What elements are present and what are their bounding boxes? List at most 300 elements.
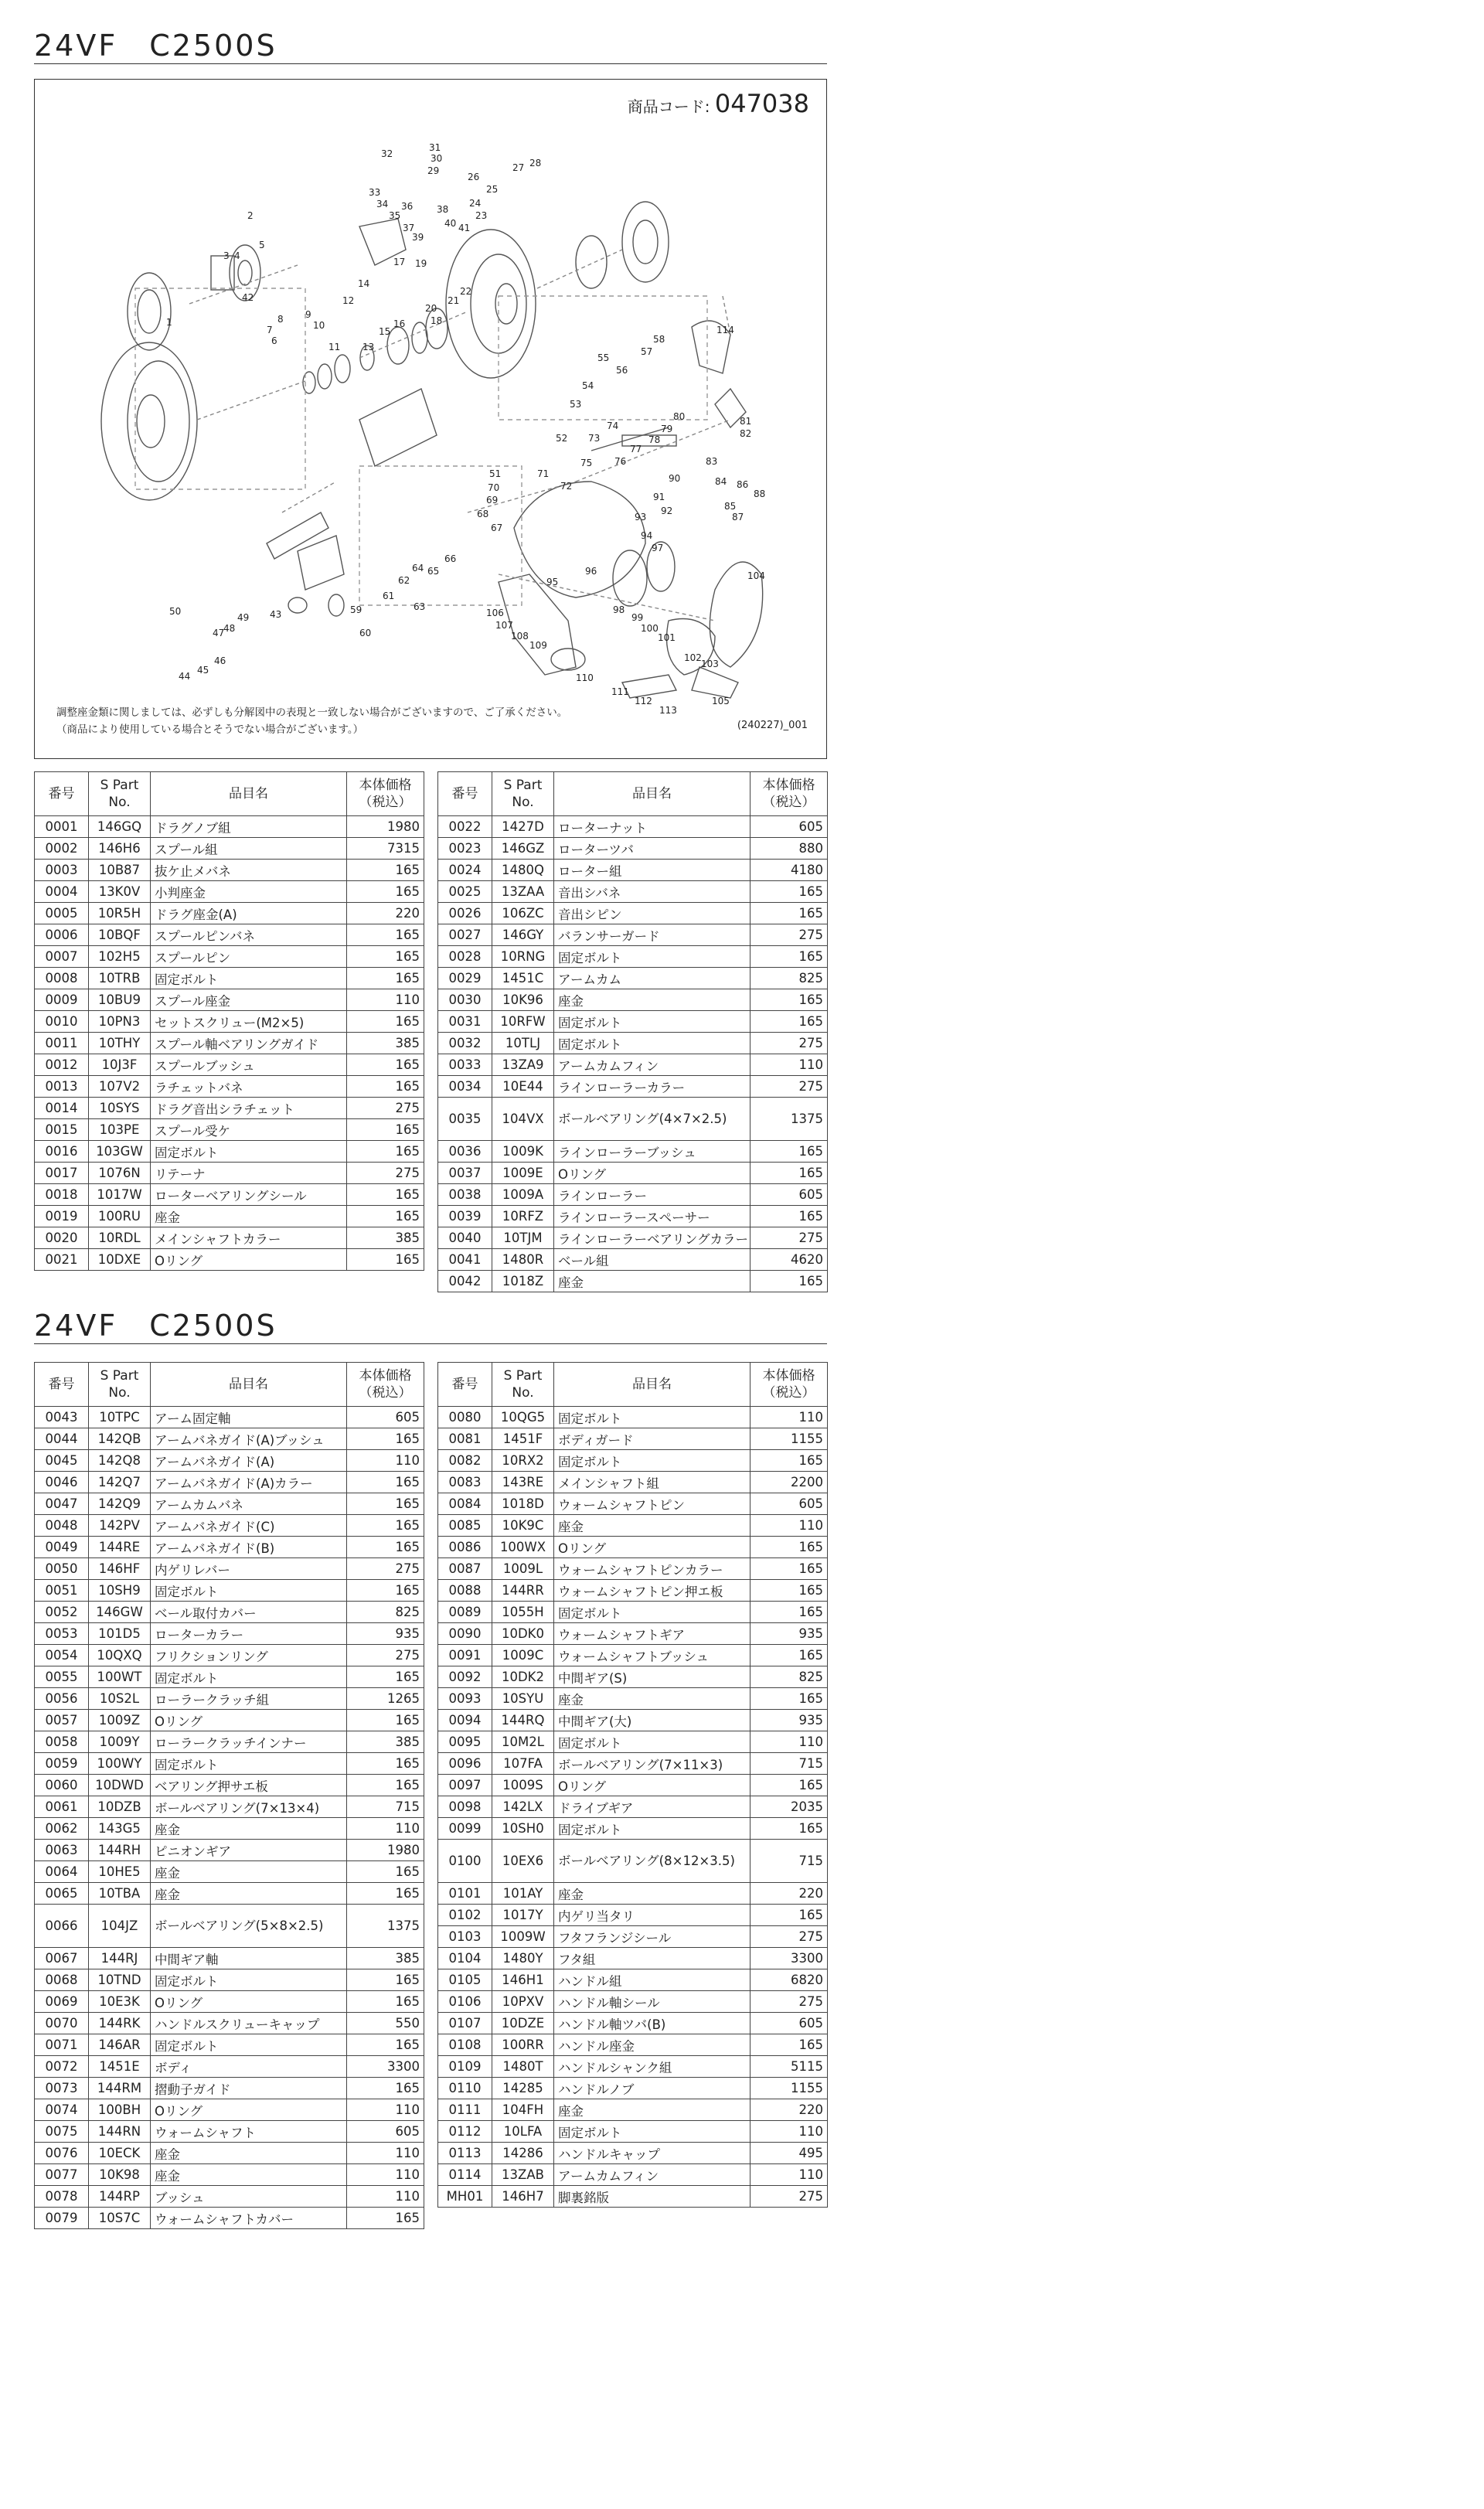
table-row [35,1076,424,1098]
callout-label-50: 50 [169,606,182,617]
callout-label-63: 63 [414,601,426,612]
table-row [438,1011,828,1033]
table-row [438,881,828,903]
s-part-no-cell: 103GW [89,1141,151,1163]
callout-label-73: 73 [588,433,601,444]
table-row [438,1905,828,1926]
part-number-cell: 0044 [35,1428,89,1450]
callout-label-110: 110 [576,672,594,683]
price-cell: 110 [347,1818,424,1840]
table-row [438,1450,828,1472]
callout-label-106: 106 [486,608,504,618]
title-rule-2 [34,1343,827,1344]
item-name-cell: スプール組 [151,838,347,860]
callout-label-54: 54 [582,380,594,391]
part-number-cell: 0079 [35,2208,89,2229]
part-number-cell: 0062 [35,1818,89,1840]
item-name-cell: ラインローラースペーサー [554,1206,751,1227]
product-code-label: 商品コード: [627,97,710,116]
item-name-cell: バランサーガード [554,924,751,946]
table-row [35,1141,424,1163]
table-row [35,1119,424,1141]
price-cell: 825 [751,1666,828,1688]
item-name-cell: 脚裏銘版 [554,2186,751,2208]
table-row [438,1731,828,1753]
part-number-cell: 0021 [35,1249,89,1271]
part-number-cell: 0064 [35,1861,89,1883]
callout-label-35: 35 [389,210,401,221]
item-name-cell: 固定ボルト [554,946,751,968]
callout-label-12: 12 [342,295,355,306]
item-name-cell: Oリング [554,1537,751,1558]
callout-label-34: 34 [376,199,389,209]
part-number-cell: 0040 [438,1227,492,1249]
part-number-cell: 0013 [35,1076,89,1098]
item-name-cell: 小判座金 [151,881,347,903]
price-cell: 165 [347,1206,424,1227]
item-name-cell: 音出シピン [554,903,751,924]
price-cell: 165 [751,1688,828,1710]
item-name-cell: ボールベアリング(8×12×3.5) [554,1840,751,1883]
price-cell: 110 [347,2099,424,2121]
item-name-cell: ローラークラッチインナー [151,1731,347,1753]
item-name-cell: ラインローラーベアリングカラー [554,1227,751,1249]
part-number-cell: 0052 [35,1602,89,1623]
parts-table-2-left [34,1362,424,2229]
callout-label-5: 5 [259,240,265,250]
item-name-cell: ローターナット [554,816,751,838]
callout-label-113: 113 [659,705,677,716]
table-row [438,2056,828,2078]
price-cell: 165 [347,1991,424,2013]
part-number-cell: 0053 [35,1623,89,1645]
s-part-no-cell: 1018Z [492,1271,554,1292]
callout-label-19: 19 [415,258,427,269]
item-name-cell: ウォームシャフトピン押エ板 [554,1580,751,1602]
item-name-cell: ドラグノブ組 [151,816,347,838]
s-part-no-cell: 10SH0 [492,1818,554,1840]
item-name-cell: アームカム [554,968,751,989]
part-number-cell: 0063 [35,1840,89,1861]
part-number-cell: 0014 [35,1098,89,1119]
table-header-row [35,772,424,816]
callout-label-75: 75 [580,458,593,468]
callout-label-8: 8 [277,314,284,325]
s-part-no-cell: 13ZAA [492,881,554,903]
product-code-value: 047038 [714,89,809,118]
table-row [35,903,424,924]
price-cell: 2200 [751,1472,828,1493]
price-cell: 165 [347,1580,424,1602]
table-row [438,1098,828,1141]
table-row [438,1407,828,1428]
callout-label-65: 65 [427,566,440,577]
s-part-no-cell: 1017Y [492,1905,554,1926]
item-name-cell: ローターツバ [554,838,751,860]
part-number-cell: 0004 [35,881,89,903]
item-name-cell: ラインローラーカラー [554,1076,751,1098]
part-number-cell: 0008 [35,968,89,989]
header-no: 番号 [438,1363,492,1407]
header-s-part-no: S Part No. [89,1363,151,1407]
part-number-cell: 0096 [438,1753,492,1775]
callout-label-100: 100 [641,623,659,634]
item-name-cell: ピニオンギア [151,1840,347,1861]
s-part-no-cell: 1480R [492,1249,554,1271]
s-part-no-cell: 100WY [89,1753,151,1775]
callout-label-36: 36 [401,201,414,212]
callout-label-1: 1 [166,317,172,328]
s-part-no-cell: 107FA [492,1753,554,1775]
price-cell: 5115 [751,2056,828,2078]
callout-label-51: 51 [489,468,502,479]
price-cell: 1375 [347,1905,424,1948]
item-name-cell: 固定ボルト [554,1033,751,1054]
item-name-cell: ウォームシャフトギア [554,1623,751,1645]
item-name-cell: ローラークラッチ組 [151,1688,347,1710]
part-number-cell: 0034 [438,1076,492,1098]
callout-label-13: 13 [362,342,375,352]
s-part-no-cell: 10BQF [89,924,151,946]
s-part-no-cell: 10RNG [492,946,554,968]
table-row [35,1969,424,1991]
price-cell: 935 [347,1623,424,1645]
item-name-cell: ウォームシャフトブッシュ [554,1645,751,1666]
callout-label-58: 58 [653,334,665,345]
table-row [438,946,828,968]
part-number-cell: 0097 [438,1775,492,1796]
table-row [35,1688,424,1710]
table-row [438,2013,828,2034]
part-number-cell: 0046 [35,1472,89,1493]
price-cell: 165 [347,1753,424,1775]
price-cell: 165 [347,2034,424,2056]
part-number-cell: 0027 [438,924,492,946]
item-name-cell: ローターベアリングシール [151,1184,347,1206]
item-name-cell: 固定ボルト [151,2034,347,2056]
table-row [35,1098,424,1119]
price-cell: 165 [347,1119,424,1141]
table-row [438,1472,828,1493]
table-row [438,1753,828,1775]
header-price: 本体価格 （税込） [751,772,828,816]
s-part-no-cell: 10S7C [89,2208,151,2229]
callout-label-4: 4 [234,250,240,261]
header-no: 番号 [35,772,89,816]
part-number-cell: 0003 [35,860,89,881]
item-name-cell: ドライブギア [554,1796,751,1818]
header-item-name: 品目名 [151,1363,347,1407]
callout-label-76: 76 [614,456,627,467]
s-part-no-cell: 144RH [89,1840,151,1861]
s-part-no-cell: 10ECK [89,2143,151,2164]
item-name-cell: 抜ケ止メバネ [151,860,347,881]
part-number-cell: 0085 [438,1515,492,1537]
price-cell: 165 [347,968,424,989]
callout-label-16: 16 [393,318,406,329]
s-part-no-cell: 1055H [492,1602,554,1623]
part-number-cell: 0111 [438,2099,492,2121]
s-part-no-cell: 10K9C [492,1515,554,1537]
price-cell: 165 [347,1428,424,1450]
callout-label-78: 78 [648,434,661,445]
s-part-no-cell: 1009W [492,1926,554,1948]
table-row [438,1141,828,1163]
part-number-cell: 0059 [35,1753,89,1775]
callout-label-99: 99 [631,612,644,623]
item-name-cell: フリクションリング [151,1645,347,1666]
part-number-cell: 0050 [35,1558,89,1580]
price-cell: 165 [347,1666,424,1688]
price-cell: 275 [751,1076,828,1098]
table-row [35,1796,424,1818]
price-cell: 165 [347,1883,424,1905]
price-cell: 3300 [751,1948,828,1969]
callout-label-82: 82 [740,428,752,439]
callout-label-87: 87 [732,512,744,523]
s-part-no-cell: 10QXQ [89,1645,151,1666]
item-name-cell: 座金 [554,1515,751,1537]
parts-table-1-right [437,771,828,1292]
item-name-cell: ハンドル座金 [554,2034,751,2056]
part-number-cell: 0009 [35,989,89,1011]
s-part-no-cell: 100RR [492,2034,554,2056]
header-s-part-no: S Part No. [492,1363,554,1407]
part-number-cell: 0043 [35,1407,89,1428]
s-part-no-cell: 1009S [492,1775,554,1796]
table-row [35,2099,424,2121]
item-name-cell: 座金 [151,2143,347,2164]
price-cell: 880 [751,838,828,860]
item-name-cell: 固定ボルト [554,1011,751,1033]
s-part-no-cell: 146AR [89,2034,151,2056]
table-row [35,1580,424,1602]
item-name-cell: 摺動子ガイド [151,2078,347,2099]
s-part-no-cell: 10M2L [492,1731,554,1753]
s-part-no-cell: 14286 [492,2143,554,2164]
header-no: 番号 [35,1363,89,1407]
callout-label-77: 77 [630,444,642,454]
price-cell: 165 [347,1969,424,1991]
s-part-no-cell: 10K96 [492,989,554,1011]
price-cell: 165 [347,1537,424,1558]
s-part-no-cell: 10SH9 [89,1580,151,1602]
callout-label-104: 104 [747,570,765,581]
item-name-cell: 内ゲリレバー [151,1558,347,1580]
table-row [438,2078,828,2099]
s-part-no-cell: 10EX6 [492,1840,554,1883]
table-row [35,2013,424,2034]
s-part-no-cell: 13ZA9 [492,1054,554,1076]
part-number-cell: 0045 [35,1450,89,1472]
s-part-no-cell: 10TLJ [492,1033,554,1054]
item-name-cell: 固定ボルト [151,1580,347,1602]
table-row [35,1206,424,1227]
price-cell: 715 [347,1796,424,1818]
part-number-cell: 0039 [438,1206,492,1227]
table-row [438,1428,828,1450]
table-row [438,1227,828,1249]
price-cell: 165 [751,1905,828,1926]
item-name-cell: ブッシュ [151,2186,347,2208]
table-row [438,1645,828,1666]
item-name-cell: ベアリング押サエ板 [151,1775,347,1796]
price-cell: 1375 [751,1098,828,1141]
callout-label-11: 11 [328,342,341,352]
part-number-cell: 0061 [35,1796,89,1818]
s-part-no-cell: 142Q7 [89,1472,151,1493]
item-name-cell: 座金 [554,1271,751,1292]
part-number-cell: 0023 [438,838,492,860]
table-row [438,2164,828,2186]
table-row [438,1515,828,1537]
price-cell: 1265 [347,1688,424,1710]
table-row [438,924,828,946]
s-part-no-cell: 144RJ [89,1948,151,1969]
item-name-cell: Oリング [151,1710,347,1731]
table-row [35,816,424,838]
table-row [35,1645,424,1666]
part-number-cell: 0001 [35,816,89,838]
table-row [438,2143,828,2164]
callout-label-83: 83 [706,456,718,467]
table-row [438,1249,828,1271]
table-header-row [438,772,828,816]
callout-label-97: 97 [652,543,664,553]
callout-label-39: 39 [412,232,424,243]
item-name-cell: リテーナ [151,1163,347,1184]
price-cell: 110 [751,2121,828,2143]
callout-label-98: 98 [613,604,625,615]
table-row [35,1558,424,1580]
price-cell: 165 [347,860,424,881]
part-number-cell: 0012 [35,1054,89,1076]
price-cell: 165 [751,1558,828,1580]
s-part-no-cell: 10LFA [492,2121,554,2143]
item-name-cell: ハンドル組 [554,1969,751,1991]
price-cell: 165 [347,1141,424,1163]
table-row [438,816,828,838]
rotor-shape [446,230,536,378]
item-name-cell: フタ組 [554,1948,751,1969]
exploded-diagram-frame [34,79,827,759]
callout-label-25: 25 [486,184,499,195]
item-name-cell: ウォームシャフトピン [554,1493,751,1515]
callout-label-47: 47 [213,628,225,638]
table-row [438,1163,828,1184]
parts-table-2-right [437,1362,828,2208]
price-cell: 605 [347,1407,424,1428]
s-part-no-cell: 1480Y [492,1948,554,1969]
part-number-cell: 0094 [438,1710,492,1731]
table-row [35,2164,424,2186]
item-name-cell: 固定ボルト [151,1141,347,1163]
table-row [438,1796,828,1818]
item-name-cell: 固定ボルト [554,1818,751,1840]
table-row [35,1184,424,1206]
s-part-no-cell: 146H7 [492,2186,554,2208]
callout-label-69: 69 [486,495,499,506]
callout-label-81: 81 [740,416,752,427]
price-cell: 825 [347,1602,424,1623]
table-row [35,1753,424,1775]
table-row [35,1033,424,1054]
callout-label-62: 62 [398,575,410,586]
price-cell: 275 [751,2186,828,2208]
s-part-no-cell: 1451C [492,968,554,989]
item-name-cell: ボディ [151,2056,347,2078]
table-row [438,1493,828,1515]
table-row [35,838,424,860]
price-cell: 165 [347,1472,424,1493]
part-number-cell: 0102 [438,1905,492,1926]
table-row [35,1883,424,1905]
item-name-cell: ボールベアリング(7×13×4) [151,1796,347,1818]
price-cell: 605 [751,2013,828,2034]
item-name-cell: メインシャフトカラー [151,1227,347,1249]
callout-label-90: 90 [669,473,681,484]
callout-label-40: 40 [444,218,457,229]
price-cell: 605 [751,816,828,838]
part-number-cell: 0029 [438,968,492,989]
part-number-cell: 0075 [35,2121,89,2143]
callout-label-3: 3 [223,250,230,261]
table-row [35,989,424,1011]
table-row [35,1905,424,1948]
price-cell: 385 [347,1731,424,1753]
callout-label-20: 20 [425,303,437,314]
page-title-2: 24VF C2500S [34,1309,277,1343]
price-cell: 825 [751,968,828,989]
item-name-cell: アームバネガイド(A) [151,1450,347,1472]
s-part-no-cell: 100BH [89,2099,151,2121]
part-number-cell: 0078 [35,2186,89,2208]
callout-label-109: 109 [529,640,547,651]
item-name-cell: 固定ボルト [151,1753,347,1775]
table-row [438,1818,828,1840]
part-number-cell: 0002 [35,838,89,860]
part-number-cell: 0074 [35,2099,89,2121]
s-part-no-cell: 1017W [89,1184,151,1206]
callout-label-85: 85 [724,501,737,512]
table-row [35,1407,424,1428]
table-row [438,1775,828,1796]
s-part-no-cell: 104JZ [89,1905,151,1948]
item-name-cell: 固定ボルト [554,1407,751,1428]
drag-knob-shape [128,273,171,350]
s-part-no-cell: 10SYS [89,1098,151,1119]
callout-label-29: 29 [427,165,440,176]
callout-label-53: 53 [570,399,582,410]
price-cell: 165 [751,1645,828,1666]
table-row [438,989,828,1011]
table-row [35,2078,424,2099]
s-part-no-cell: 1009Y [89,1731,151,1753]
part-number-cell: 0104 [438,1948,492,1969]
part-number-cell: 0037 [438,1163,492,1184]
table-row [438,1710,828,1731]
table-row [438,1666,828,1688]
item-name-cell: アームバネガイド(A)カラー [151,1472,347,1493]
s-part-no-cell: 10S2L [89,1688,151,1710]
part-number-cell: 0047 [35,1493,89,1515]
s-part-no-cell: 104VX [492,1098,554,1141]
s-part-no-cell: 10J3F [89,1054,151,1076]
price-cell: 165 [347,946,424,968]
price-cell: 275 [347,1645,424,1666]
part-number-cell: MH01 [438,2186,492,2208]
part-number-cell: 0086 [438,1537,492,1558]
